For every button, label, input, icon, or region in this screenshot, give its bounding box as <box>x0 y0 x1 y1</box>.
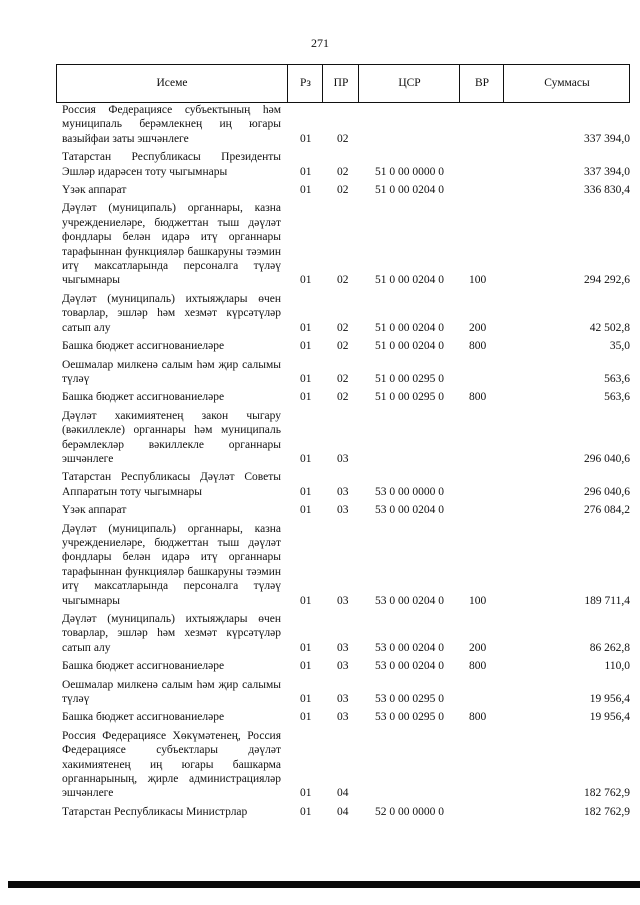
row-name: Дәүләт хакимиятенең закон чыгару (вәкиллекле) органнары һәм муниципаль берәмлекләр вәкиллекле органнары эшчәнлеге <box>62 409 281 465</box>
row-csr: 53 0 00 0295 0 <box>375 693 444 706</box>
row-csr: 53 0 00 0204 0 <box>375 641 444 654</box>
row-sum: 182 762,9 <box>584 805 630 818</box>
row-vr: 800 <box>469 660 487 673</box>
row-csr: 51 0 00 0204 0 <box>375 340 444 353</box>
row-rz: 01 <box>300 504 312 517</box>
table-row <box>0 183 640 197</box>
row-rz: 01 <box>300 711 312 724</box>
row-vr: 800 <box>469 391 487 404</box>
row-pr: 02 <box>337 274 349 287</box>
table-row <box>0 339 640 353</box>
row-rz: 01 <box>300 132 312 145</box>
table-header <box>56 64 630 103</box>
row-vr: 800 <box>469 711 487 724</box>
row-name: Татарстан Республикасы Министрлар <box>62 805 248 818</box>
row-csr: 51 0 00 0204 0 <box>375 184 444 197</box>
table-row <box>0 710 640 724</box>
row-csr: 51 0 00 0295 0 <box>375 372 444 385</box>
row-rz: 01 <box>300 372 312 385</box>
row-vr: 100 <box>469 274 487 287</box>
row-name: Башка бюджет ассигнованиеләре <box>62 391 225 404</box>
row-pr: 03 <box>337 504 349 517</box>
row-pr: 03 <box>337 485 349 498</box>
row-rz: 01 <box>300 787 312 800</box>
row-sum: 337 394,0 <box>584 165 630 178</box>
row-pr: 04 <box>337 787 349 800</box>
row-csr: 51 0 00 0204 0 <box>375 321 444 334</box>
row-pr: 03 <box>337 452 349 465</box>
row-rz: 01 <box>300 391 312 404</box>
table-row <box>0 659 640 673</box>
row-sum: 35,0 <box>609 340 630 353</box>
row-sum: 110,0 <box>604 660 630 673</box>
row-rz: 01 <box>300 660 312 673</box>
row-name: Башка бюджет ассигнованиеләре <box>62 660 225 673</box>
row-sum: 563,6 <box>604 372 630 385</box>
row-csr: 53 0 00 0204 0 <box>375 504 444 517</box>
row-pr: 04 <box>337 805 349 818</box>
row-name: Дәүләт (муниципаль) органнары, казна учреждениеләре, бюджеттан тыш дәүләт фондлары белән идарә итү органнары тарафыннан функцияләр башкаруны тәэмин итү максатларында персоналга түләү чыгымнары <box>62 202 281 287</box>
row-rz: 01 <box>300 594 312 607</box>
row-rz: 01 <box>300 340 312 353</box>
row-csr: 51 0 00 0000 0 <box>375 165 444 178</box>
row-pr: 03 <box>337 660 349 673</box>
row-vr: 200 <box>469 641 487 654</box>
row-sum: 563,6 <box>604 391 630 404</box>
row-name: Үзәк аппарат <box>62 184 127 197</box>
row-rz: 01 <box>300 274 312 287</box>
row-pr: 02 <box>337 184 349 197</box>
row-csr: 53 0 00 0295 0 <box>375 711 444 724</box>
header-vr: ВР <box>459 65 504 102</box>
row-vr: 800 <box>469 340 487 353</box>
row-sum: 19 956,4 <box>589 711 630 724</box>
table-row <box>0 522 640 608</box>
header-pr: ПР <box>322 65 359 102</box>
header-rz: Рз <box>287 65 323 102</box>
row-csr: 53 0 00 0204 0 <box>375 660 444 673</box>
row-sum: 296 040,6 <box>584 485 630 498</box>
row-pr: 02 <box>337 340 349 353</box>
row-csr: 51 0 00 0295 0 <box>375 391 444 404</box>
table-row <box>0 358 640 387</box>
header-sum: Суммасы <box>503 65 630 102</box>
row-name: Татарстан Республикасы Президенты Эшләр идарәсен тоту чыгымнары <box>62 151 281 178</box>
row-name: Россия Федерациясе Хөкүмәтенең, Россия Федерациясе субъектлары дәүләт хакимиятенең иң югары башкарма органнарының, җирле администрацияләр эшчәнлеге <box>62 729 281 800</box>
row-csr: 53 0 00 0204 0 <box>375 594 444 607</box>
row-sum: 276 084,2 <box>584 504 630 517</box>
table-row <box>0 201 640 287</box>
row-pr: 02 <box>337 165 349 178</box>
row-name: Оешмалар милкенә салым һәм җир салымы түләү <box>62 678 281 706</box>
row-sum: 296 040,6 <box>584 452 630 465</box>
row-rz: 01 <box>300 805 312 818</box>
table-row <box>0 470 640 499</box>
row-pr: 03 <box>337 641 349 654</box>
table-row <box>0 409 640 467</box>
row-sum: 294 292,6 <box>584 274 630 287</box>
scan-edge-bar <box>8 881 640 888</box>
row-csr: 53 0 00 0000 0 <box>375 485 444 498</box>
table-row <box>0 805 640 819</box>
row-name: Россия Федерациясе субъектының һәм муниципаль берәмлекнең иң югары вазыйфаи заты эшчәнлеге <box>62 104 281 145</box>
row-rz: 01 <box>300 452 312 465</box>
row-name: Дәүләт (муниципаль) ихтыяҗлары өчен товарлар, эшләр һәм хезмәт күрсәтүләр сатып алу <box>62 613 281 654</box>
budget-table-body <box>0 103 640 823</box>
table-row <box>0 678 640 707</box>
table-row <box>0 503 640 517</box>
page-number: 271 <box>311 36 329 50</box>
row-name: Оешмалар милкенә салым һәм җир салымы түләү <box>62 358 281 385</box>
table-row <box>0 150 640 179</box>
header-name: Исеме <box>156 77 188 89</box>
row-rz: 01 <box>300 641 312 654</box>
row-vr: 200 <box>469 321 487 334</box>
row-name: Башка бюджет ассигнованиеләре <box>62 711 225 724</box>
table-row <box>0 390 640 404</box>
row-name: Дәүләт (муниципаль) ихтыяҗлары өчен товарлар, эшләр һәм хезмәт күрсәтүләр сатып алу <box>62 292 281 334</box>
row-name: Үзәк аппарат <box>62 504 127 517</box>
header-csr: ЦСР <box>358 65 460 102</box>
table-row <box>0 103 640 146</box>
row-csr: 52 0 00 0000 0 <box>375 805 444 818</box>
row-vr: 100 <box>469 594 487 607</box>
row-rz: 01 <box>300 693 312 706</box>
row-sum: 337 394,0 <box>584 132 630 145</box>
row-sum: 336 830,4 <box>584 184 630 197</box>
row-pr: 02 <box>337 391 349 404</box>
table-row <box>0 292 640 335</box>
row-name: Дәүләт (муниципаль) органнары, казна учреждениеләре, бюджеттан тыш дәүләт фондлары белән идарә итү органнары тарафыннан функцияләр башкаруны тәэмин итү максатларында персоналга түләү чыгымнары <box>62 522 281 607</box>
row-sum: 182 762,9 <box>584 787 630 800</box>
row-rz: 01 <box>300 184 312 197</box>
row-pr: 03 <box>337 693 349 706</box>
table-row <box>0 729 640 801</box>
table-row <box>0 612 640 655</box>
row-pr: 02 <box>337 372 349 385</box>
row-pr: 03 <box>337 594 349 607</box>
row-sum: 42 502,8 <box>589 321 630 334</box>
row-rz: 01 <box>300 165 312 178</box>
row-rz: 01 <box>300 321 312 334</box>
row-name: Башка бюджет ассигнованиеләре <box>62 340 225 353</box>
row-sum: 189 711,4 <box>584 594 630 607</box>
row-pr: 02 <box>337 321 349 334</box>
row-sum: 19 956,4 <box>589 693 630 706</box>
row-pr: 02 <box>337 132 349 145</box>
row-name: Татарстан Республикасы Дәүләт Советы Аппаратын тоту чыгымнары <box>62 471 281 498</box>
row-csr: 51 0 00 0204 0 <box>375 274 444 287</box>
row-sum: 86 262,8 <box>589 641 630 654</box>
row-pr: 03 <box>337 711 349 724</box>
row-rz: 01 <box>300 485 312 498</box>
